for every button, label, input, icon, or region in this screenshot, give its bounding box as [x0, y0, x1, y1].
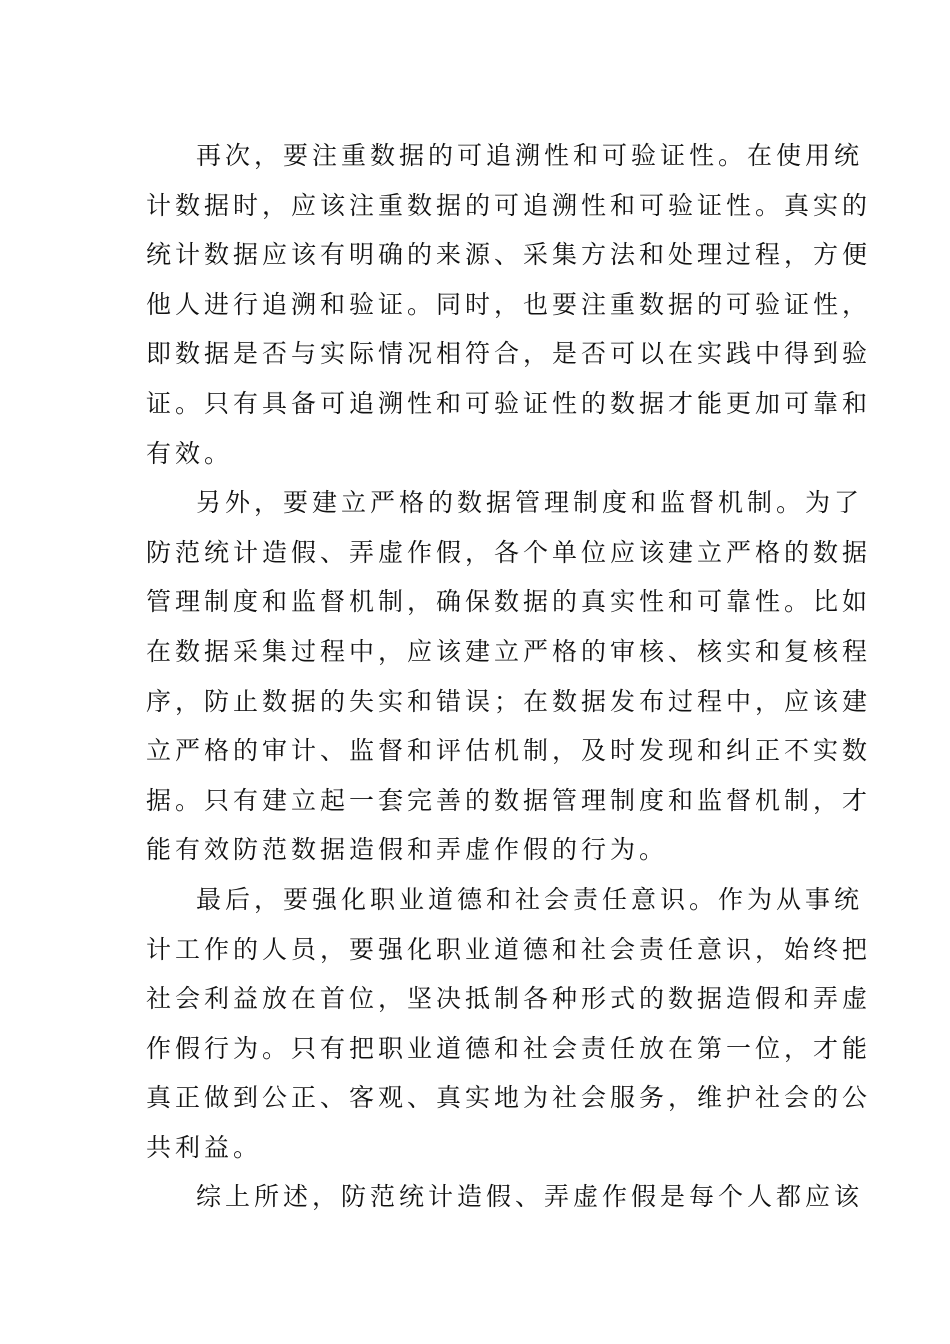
paragraph-first-line: 最后，要强化职业道德和社会责任意识。作为从事统: [196, 884, 864, 914]
paragraph-line: 社会利益放在首位，坚决抵制各种形式的数据造假和弄虚: [146, 984, 872, 1014]
paragraph-line: 证。只有具备可追溯性和可验证性的数据才能更加可靠和: [146, 388, 872, 418]
paragraph-first-line: 另外，要建立严格的数据管理制度和监督机制。为了: [196, 488, 864, 518]
paragraph-line: 能有效防范数据造假和弄虚作假的行为。: [146, 835, 669, 865]
paragraph-line: 立严格的审计、监督和评估机制，及时发现和纠正不实数: [146, 736, 872, 766]
paragraph-line: 他人进行追溯和验证。同时，也要注重数据的可验证性，: [146, 289, 872, 319]
paragraph-line: 序，防止数据的失实和错误；在数据发布过程中，应该建: [146, 686, 872, 716]
paragraph-first-line: 综上所述，防范统计造假、弄虚作假是每个人都应该: [196, 1182, 864, 1212]
paragraph-line: 即数据是否与实际情况相符合，是否可以在实践中得到验: [146, 339, 872, 369]
paragraph-line: 计数据时，应该注重数据的可追溯性和可验证性。真实的: [146, 190, 872, 220]
paragraph-line: 共利益。: [146, 1132, 263, 1162]
paragraph-line: 真正做到公正、客观、真实地为社会服务，维护社会的公: [146, 1083, 872, 1113]
paragraph-first-line: 再次，要注重数据的可追溯性和可验证性。在使用统: [196, 141, 864, 170]
document-body: [146, 131, 872, 1222]
paragraph-line: 统计数据应该有明确的来源、采集方法和处理过程，方便: [146, 240, 872, 270]
paragraph-line: 作假行为。只有把职业道德和社会责任放在第一位，才能: [146, 1033, 872, 1063]
paragraph-line: 管理制度和监督机制，确保数据的真实性和可靠性。比如: [146, 587, 872, 617]
paragraph-line: 防范统计造假、弄虚作假，各个单位应该建立严格的数据: [146, 537, 872, 567]
paragraph-line: 据。只有建立起一套完善的数据管理制度和监督机制，才: [146, 785, 872, 815]
paragraph-line: 在数据采集过程中，应该建立严格的审核、核实和复核程: [146, 636, 872, 666]
paragraph-line: 有效。: [146, 438, 234, 468]
paragraph-line: 计工作的人员，要强化职业道德和社会责任意识，始终把: [146, 934, 872, 964]
